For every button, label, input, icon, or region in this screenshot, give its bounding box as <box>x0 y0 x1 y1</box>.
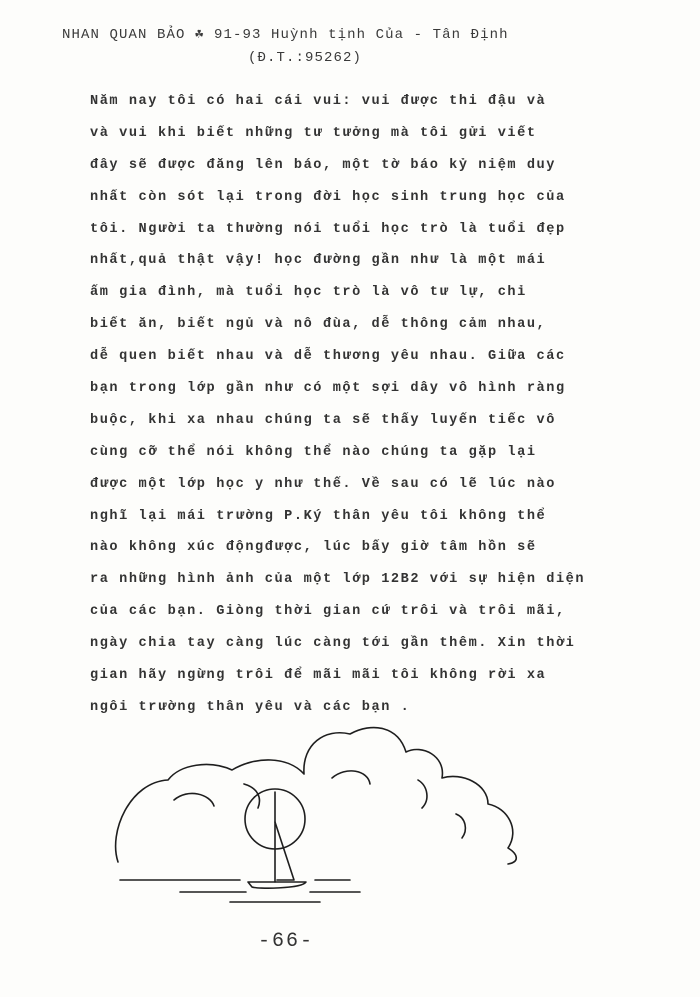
text-line: và vui khi biết những tư tưởng mà tôi gửi viết <box>90 125 537 141</box>
text-line: biết ăn, biết ngủ và nô đùa, dễ thông cảm nhau, <box>90 317 547 333</box>
text-line: buộc, khi xa nhau chúng ta sẽ thấy luyến tiếc vô <box>90 412 556 428</box>
cloud-sailboat-drawing-icon <box>110 722 580 922</box>
text-line: gian hãy ngừng trôi để mãi mãi tôi không rời xa <box>90 668 547 684</box>
text-line: đây sẽ được đăng lên báo, một tờ báo kỷ niệm duy <box>90 157 556 173</box>
text-line: bạn trong lớp gần như có một sợi dây vô hình ràng <box>90 381 566 397</box>
text-line: ấm gia đình, mà tuổi học trò là vô tư lự, chỉ <box>90 285 527 301</box>
text-line: ra những hình ảnh của một lớp 12B2 với sự hiện diện <box>90 572 586 588</box>
text-line: nào không xúc độngđược, lúc bấy giờ tâm hồn sẽ <box>90 540 537 556</box>
text-line: nghĩ lại mái trường P.Ký thân yêu tôi không thể <box>90 508 547 524</box>
text-line: được một lớp học y như thế. Về sau có lẽ lúc nào <box>90 476 556 492</box>
text-line: dễ quen biết nhau và dễ thương yêu nhau. Giữa các <box>90 349 566 365</box>
text-line: cùng cỡ thể nói không thể nào chúng ta gặp lại <box>90 444 537 460</box>
publisher-header: NHAN QUAN BẢO ☘ 91-93 Huỳnh tịnh Của - Tân Định <box>62 27 509 43</box>
text-line: Năm nay tôi có hai cái vui: vui được thi đậu và <box>90 94 547 109</box>
text-line: ngày chia tay càng lúc càng tới gần thêm. Xin thời <box>90 636 576 652</box>
text-line: tôi. Người ta thường nói tuổi học trò là tuổi đẹp <box>90 221 566 237</box>
publisher-phone: (Đ.T.:95262) <box>248 50 363 66</box>
page-number: -66- <box>258 930 315 953</box>
text-line: ngôi trường thân yêu và các bạn . <box>90 699 411 715</box>
text-line: nhất còn sót lại trong đời học sinh trung học của <box>90 189 566 205</box>
body-text <box>90 86 650 724</box>
text-line: nhất,quả thật vậy! học đường gần như là một mái <box>90 253 547 269</box>
text-line: của các bạn. Giòng thời gian cứ trôi và trôi mãi, <box>90 604 566 620</box>
